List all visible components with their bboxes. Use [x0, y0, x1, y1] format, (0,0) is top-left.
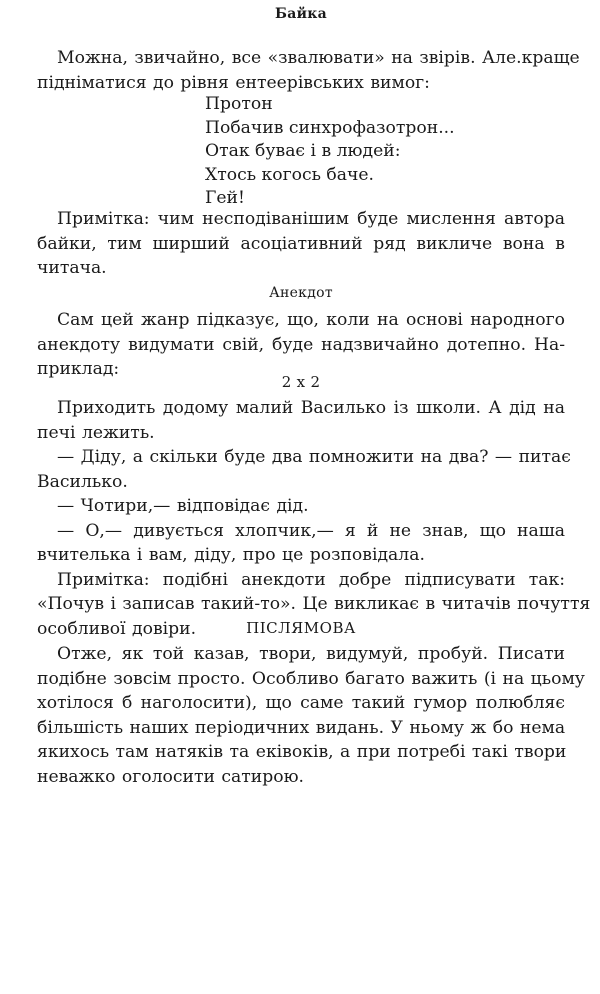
section-heading-afterword: ПІСЛЯМОВА: [246, 619, 356, 637]
text-line: подібне зовсім просто. Особливо багато важить (і на цьому: [37, 668, 585, 689]
text-line: Примітка: чим несподіванішим буде мислення автора: [57, 209, 565, 229]
text-line: хотілося б наголосити), що саме такий гумор полюбляє: [37, 693, 565, 713]
section-heading-anecdote: Анекдот: [269, 285, 333, 301]
text-line: читача.: [37, 258, 107, 278]
text-line: Приходить додому малий Василько із школи. А дід на: [57, 398, 565, 418]
text-line: Сам цей жанр підказує, що, коли на основі народного: [57, 310, 565, 330]
text-line: — О,— дивується хлопчик,— я й не знав, що наша: [57, 520, 565, 541]
anecdote-example-title: 2 х 2: [281, 373, 321, 391]
afterword-paragraph: [37, 642, 585, 789]
anecdote-story: [37, 396, 591, 641]
text-line: Примітка: подібні анекдоти добре підписувати так:: [57, 569, 565, 590]
poem-verse: Протон: [205, 94, 273, 114]
text-line: «Почув і записав такий-то». Це викликає в читачів почуття: [37, 594, 591, 614]
text-line: приклад:: [37, 359, 120, 379]
text-line: байки, тим ширший асоціативний ряд викличе вона в: [37, 233, 565, 254]
text-line: підніматися до рівня ентеерівських вимог:: [37, 72, 430, 93]
text-line: якихось там натяків та еківоків, а при потребі такі твори: [37, 742, 567, 762]
fable-poem: [205, 93, 455, 211]
text-line: Василько.: [37, 471, 128, 492]
text-line: печі лежить.: [37, 422, 155, 443]
text-line: — Чотири,— відповідає дід.: [57, 496, 309, 516]
text-line: більшість наших періодичних видань. У ньому ж бо нема: [37, 717, 566, 738]
poem-verse: Побачив синхрофазотрон...: [205, 117, 455, 138]
anecdote-intro-paragraph: [37, 308, 565, 382]
poem-verse: Гей!: [205, 188, 245, 208]
text-line: Можна, звичайно, все «звалювати» на звірів. Але.краще: [57, 48, 580, 68]
text-line: особливої довіри.: [37, 618, 197, 639]
text-line: вчителька і вам, діду, про це розповідала.: [37, 545, 425, 565]
poem-verse: Хтось когось баче.: [205, 164, 375, 185]
fable-intro-paragraph: [37, 46, 580, 95]
text-line: анекдоту видумати свій, буде надзвичайно дотепно. На-: [37, 334, 565, 355]
text-line: — Діду, а скільки буде два помножити на два? — питає: [57, 447, 571, 467]
fable-note-paragraph: [37, 207, 565, 281]
poem-verse: Отак буває і в людей:: [205, 141, 401, 161]
text-line: неважко оголосити сатирою.: [37, 766, 305, 787]
section-heading-fable: Байка: [274, 6, 328, 22]
text-line: Отже, як той казав, твори, видумуй, пробуй. Писати: [57, 644, 565, 664]
